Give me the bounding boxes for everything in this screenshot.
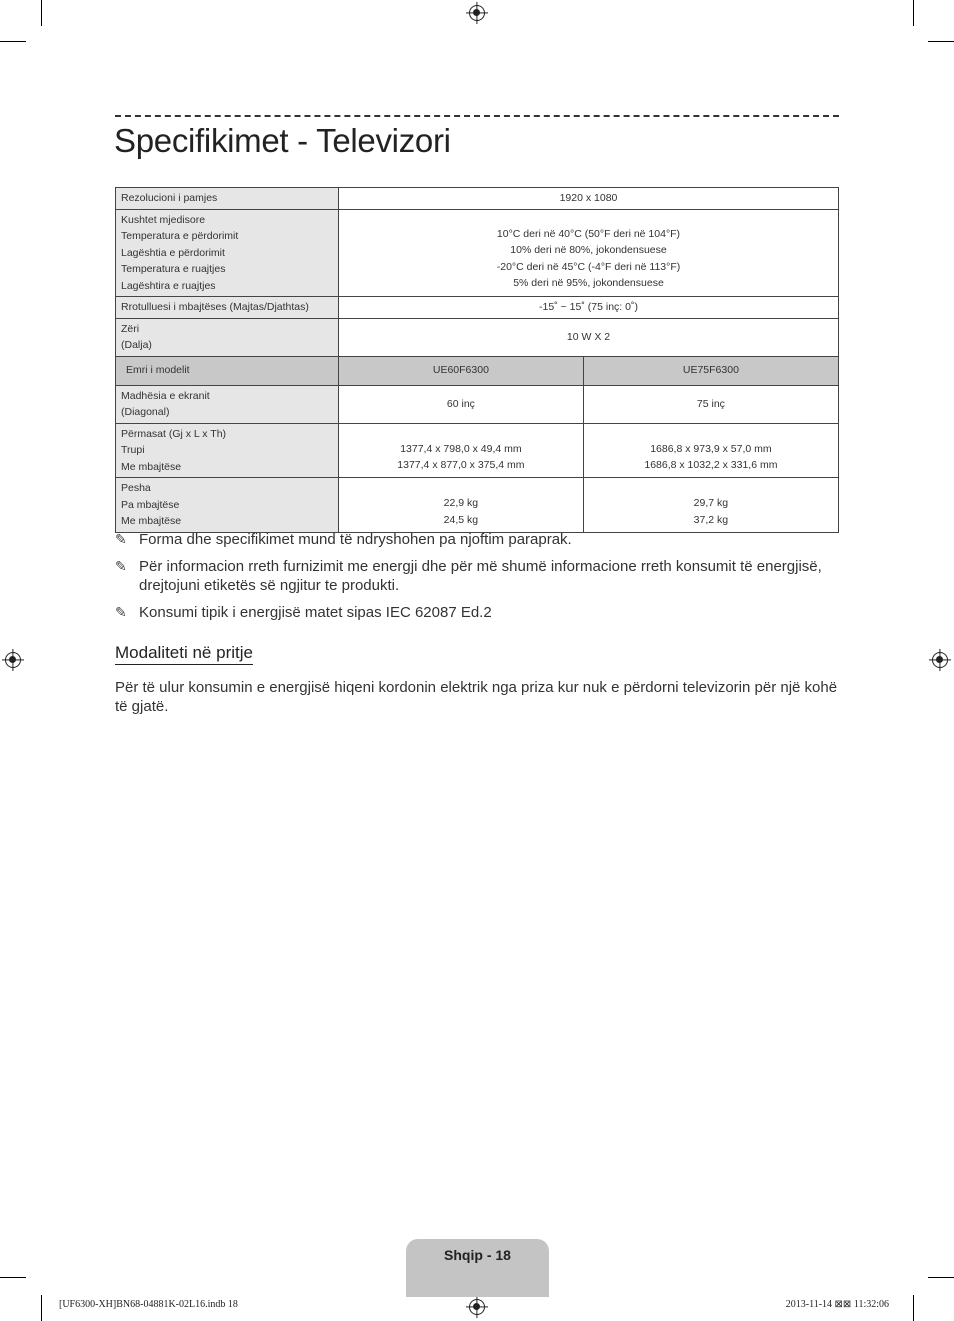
table-row — [116, 356, 839, 385]
note-text: Për informacion rreth furnizimit me energji dhe për më shumë informacione rreth konsumit të energjisë, drejtojuni etiketës së ngjitur te produkti. — [139, 558, 822, 594]
weight-values: 22,9 kg 24,5 kg — [339, 478, 584, 533]
note-item — [115, 557, 839, 595]
footer-date: 2013-11-14 ⊠⊠ 11:32:06 — [785, 1299, 889, 1310]
note-item — [115, 603, 839, 622]
dimension-values: 1377,4 x 798,0 x 49,4 mm 1377,4 x 877,0 x 375,4 mm — [339, 423, 584, 478]
resolution-label: Rezolucioni i pamjes — [116, 188, 339, 210]
screen-size-value: 75 inç — [583, 385, 838, 423]
note-text: Forma dhe specifikimet mund të ndryshohen pa njoftim paraprak. — [139, 531, 572, 548]
weight-labels: Pesha Pa mbajtëse Me mbajtëse — [116, 478, 339, 533]
crop-mark — [0, 41, 26, 42]
note-text: Konsumi tipik i energjisë matet sipas IEC 62087 Ed.2 — [139, 604, 492, 621]
resolution-value: 1920 x 1080 — [339, 188, 839, 210]
crop-mark — [0, 1277, 26, 1278]
sound-value: 10 W X 2 — [339, 318, 839, 356]
title-divider — [115, 115, 839, 117]
dimension-values: 1686,8 x 973,9 x 57,0 mm 1686,8 x 1032,2 x 331,6 mm — [583, 423, 838, 478]
table-row — [116, 478, 839, 533]
crop-mark — [913, 1295, 914, 1321]
model-name: UE60F6300 — [339, 356, 584, 385]
section-body: Për të ulur konsumin e energjisë hiqeni kordonin elektrik nga priza kur nuk e përdorni televizorin për një kohë të gjatë. — [115, 679, 838, 715]
table-row — [116, 188, 839, 210]
crop-mark — [41, 0, 42, 26]
screen-size-value: 60 inç — [339, 385, 584, 423]
model-label: Emri i modelit — [116, 356, 339, 385]
environment-labels: Kushtet mjedisore Temperatura e përdorimit Lagështia e përdorimit Temperatura e ruajtjes Lagështira e ruajtjes — [116, 209, 339, 297]
registration-mark-icon — [469, 1299, 485, 1315]
screen-size-labels: Madhësia e ekranit (Diagonal) — [116, 385, 339, 423]
table-row — [116, 209, 839, 297]
registration-mark-icon — [469, 5, 485, 21]
dimension-labels: Përmasat (Gj x L x Th) Trupi Me mbajtëse — [116, 423, 339, 478]
swivel-label: Rrotulluesi i mbajtëses (Majtas/Djathtas) — [116, 297, 339, 319]
crop-mark — [913, 0, 914, 26]
sound-labels: Zëri (Dalja) — [116, 318, 339, 356]
environment-values: 10°C deri në 40°C (50°F deri në 104°F) 10% deri në 80%, jokondensuese -20°C deri në 45°C (-4°F deri në 113°F) 5% deri në 95%, jokondensuese — [339, 209, 839, 297]
registration-mark-icon — [5, 652, 21, 668]
crop-mark — [928, 41, 954, 42]
pencil-note-icon: ✎ — [115, 604, 127, 620]
crop-mark — [928, 1277, 954, 1278]
crop-mark — [41, 1295, 42, 1321]
page-number-tab: Shqip - 18 — [406, 1239, 549, 1297]
page-title: Specifikimet - Televizori — [114, 122, 451, 159]
pencil-note-icon: ✎ — [115, 531, 127, 547]
spec-table — [115, 187, 839, 533]
table-row — [116, 297, 839, 319]
footer-file: [UF6300-XH]BN68-04881K-02L16.indb 18 — [59, 1299, 238, 1310]
notes-list — [115, 530, 839, 630]
registration-mark-icon — [932, 652, 948, 668]
pencil-note-icon: ✎ — [115, 558, 127, 574]
section-heading: Modaliteti në pritje — [115, 643, 253, 665]
swivel-value: -15˚ ~ 15˚ (75 inç: 0˚) — [339, 297, 839, 319]
table-row — [116, 385, 839, 423]
model-name: UE75F6300 — [583, 356, 838, 385]
weight-values: 29,7 kg 37,2 kg — [583, 478, 838, 533]
note-item — [115, 530, 839, 549]
table-row — [116, 318, 839, 356]
table-row — [116, 423, 839, 478]
